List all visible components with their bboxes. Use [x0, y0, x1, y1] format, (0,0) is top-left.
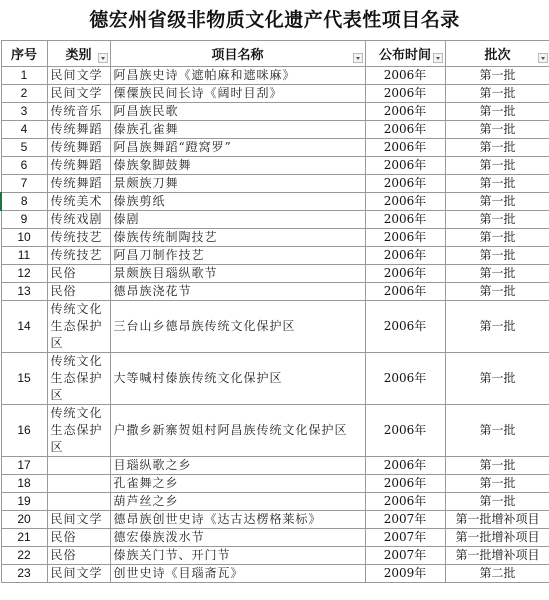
cell-date[interactable]: 2006年 — [365, 103, 445, 121]
cell-date[interactable]: 2006年 — [365, 457, 445, 475]
table-row — [1, 475, 549, 493]
cell-batch[interactable]: 第一批 — [445, 247, 549, 265]
cell-name[interactable]: 大等喊村傣族传统文化保护区 — [110, 353, 365, 405]
cell-no[interactable]: 13 — [1, 283, 47, 301]
cell-category[interactable]: 民俗 — [47, 547, 110, 565]
table-row — [1, 175, 549, 193]
table-row — [1, 301, 549, 353]
cell-name[interactable]: 傣族关门节、开门节 — [110, 547, 365, 565]
cell-name[interactable]: 户撒乡新寨贺姐村阿昌族传统文化保护区 — [110, 405, 365, 457]
cell-name[interactable]: 德宏傣族泼水节 — [110, 529, 365, 547]
cell-no[interactable]: 23 — [1, 565, 47, 583]
table-row — [1, 229, 549, 247]
cell-no[interactable]: 4 — [1, 121, 47, 139]
cell-name[interactable]: 傣剧 — [110, 211, 365, 229]
cell-batch[interactable]: 第一批 — [445, 493, 549, 511]
table-row — [1, 529, 549, 547]
table-row — [1, 283, 549, 301]
cell-name[interactable]: 阿昌族民歌 — [110, 103, 365, 121]
cell-category[interactable]: 传统舞蹈 — [47, 175, 110, 193]
cell-no[interactable]: 1 — [1, 67, 47, 85]
cell-date[interactable]: 2006年 — [365, 301, 445, 353]
cell-no[interactable]: 9 — [1, 211, 47, 229]
cell-category[interactable]: 传统文化生态保护区 — [47, 301, 110, 353]
cell-name[interactable]: 阿昌族舞蹈“蹬窝罗” — [110, 139, 365, 157]
cell-batch[interactable]: 第一批 — [445, 157, 549, 175]
table-row — [1, 457, 549, 475]
table-row — [1, 139, 549, 157]
cell-date[interactable]: 2006年 — [365, 247, 445, 265]
cell-no[interactable]: 5 — [1, 139, 47, 157]
cell-no[interactable]: 18 — [1, 475, 47, 493]
table-row — [1, 265, 549, 283]
table-row — [1, 565, 549, 583]
header-category: 类别 — [47, 41, 110, 67]
cell-no[interactable]: 12 — [1, 265, 47, 283]
cell-batch[interactable]: 第一批 — [445, 457, 549, 475]
cell-date[interactable]: 2006年 — [365, 121, 445, 139]
cell-no[interactable]: 21 — [1, 529, 47, 547]
table-row — [1, 103, 549, 121]
cell-name[interactable]: 景颇族目瑙纵歌节 — [110, 265, 365, 283]
cell-date[interactable]: 2006年 — [365, 265, 445, 283]
cell-name[interactable]: 傣族剪纸 — [110, 193, 365, 211]
cell-category[interactable] — [47, 493, 110, 511]
cell-category[interactable]: 民俗 — [47, 265, 110, 283]
cell-category[interactable]: 民间文学 — [47, 85, 110, 103]
cell-batch[interactable]: 第一批 — [445, 67, 549, 85]
cell-category[interactable]: 传统技艺 — [47, 229, 110, 247]
cell-date[interactable]: 2007年 — [365, 547, 445, 565]
cell-date[interactable]: 2006年 — [365, 211, 445, 229]
cell-no[interactable]: 8 — [1, 193, 47, 211]
cell-date[interactable]: 2006年 — [365, 493, 445, 511]
cell-batch[interactable]: 第一批 — [445, 283, 549, 301]
cell-date[interactable]: 2006年 — [365, 475, 445, 493]
cell-name[interactable]: 阿昌刀制作技艺 — [110, 247, 365, 265]
cell-no[interactable]: 19 — [1, 493, 47, 511]
cell-name[interactable]: 三台山乡德昂族传统文化保护区 — [110, 301, 365, 353]
cell-date[interactable]: 2007年 — [365, 511, 445, 529]
cell-batch[interactable]: 第一批增补项目 — [445, 547, 549, 565]
header-batch: 批次 — [445, 41, 549, 67]
cell-name[interactable]: 孔雀舞之乡 — [110, 475, 365, 493]
cell-batch[interactable]: 第一批 — [445, 301, 549, 353]
cell-batch[interactable]: 第一批增补项目 — [445, 511, 549, 529]
cell-date[interactable]: 2006年 — [365, 353, 445, 405]
cell-batch[interactable]: 第一批 — [445, 405, 549, 457]
sheet-title: 德宏州省级非物质文化遗产代表性项目名录 — [89, 9, 460, 31]
cell-category[interactable]: 民间文学 — [47, 511, 110, 529]
table-row — [1, 193, 549, 211]
table-row — [1, 157, 549, 175]
cell-date[interactable]: 2006年 — [365, 85, 445, 103]
cell-no[interactable]: 16 — [1, 405, 47, 457]
cell-batch[interactable]: 第一批 — [445, 193, 549, 211]
cell-category[interactable]: 民间文学 — [47, 67, 110, 85]
cell-name[interactable]: 傣族传统制陶技艺 — [110, 229, 365, 247]
header-name: 项目名称 — [110, 41, 365, 67]
cell-batch[interactable]: 第一批增补项目 — [445, 529, 549, 547]
cell-date[interactable]: 2006年 — [365, 193, 445, 211]
cell-category[interactable]: 传统舞蹈 — [47, 157, 110, 175]
cell-no[interactable]: 10 — [1, 229, 47, 247]
cell-date[interactable]: 2006年 — [365, 405, 445, 457]
filter-dropdown-icon[interactable] — [433, 53, 443, 63]
table-row — [1, 511, 549, 529]
cell-category[interactable]: 传统舞蹈 — [47, 139, 110, 157]
filter-dropdown-icon[interactable] — [353, 53, 363, 63]
cell-category[interactable]: 传统舞蹈 — [47, 121, 110, 139]
filter-dropdown-icon[interactable] — [538, 53, 548, 63]
cell-no[interactable]: 14 — [1, 301, 47, 353]
cell-name[interactable]: 傣族孔雀舞 — [110, 121, 365, 139]
cell-category[interactable]: 民俗 — [47, 529, 110, 547]
cell-category[interactable]: 传统文化生态保护区 — [47, 405, 110, 457]
cell-batch[interactable]: 第一批 — [445, 211, 549, 229]
cell-name[interactable]: 傣族象脚鼓舞 — [110, 157, 365, 175]
cell-name[interactable]: 景颇族刀舞 — [110, 175, 365, 193]
cell-category[interactable]: 传统文化生态保护区 — [47, 353, 110, 405]
cell-name[interactable]: 目瑙纵歌之乡 — [110, 457, 365, 475]
cell-no[interactable]: 2 — [1, 85, 47, 103]
cell-category[interactable]: 民间文学 — [47, 565, 110, 583]
table-row — [1, 211, 549, 229]
cell-no[interactable]: 20 — [1, 511, 47, 529]
cell-category[interactable]: 传统音乐 — [47, 103, 110, 121]
cell-date[interactable]: 2007年 — [365, 529, 445, 547]
cell-no[interactable]: 3 — [1, 103, 47, 121]
cell-name[interactable]: 傈僳族民间长诗《阔时目刮》 — [110, 85, 365, 103]
cell-batch[interactable]: 第一批 — [445, 353, 549, 405]
cell-batch[interactable]: 第一批 — [445, 139, 549, 157]
table-row — [1, 405, 549, 457]
cell-no[interactable]: 15 — [1, 353, 47, 405]
cell-name[interactable]: 葫芦丝之乡 — [110, 493, 365, 511]
cell-batch[interactable]: 第一批 — [445, 85, 549, 103]
cell-category[interactable]: 传统美术 — [47, 193, 110, 211]
cell-no[interactable]: 11 — [1, 247, 47, 265]
header-row — [1, 41, 549, 67]
table-row — [1, 547, 549, 565]
cell-name[interactable]: 德昂族创世史诗《达古达楞格莱标》 — [110, 511, 365, 529]
cell-batch[interactable]: 第一批 — [445, 103, 549, 121]
cell-date[interactable]: 2006年 — [365, 283, 445, 301]
cell-name[interactable]: 阿昌族史诗《遮帕麻和遮咪麻》 — [110, 67, 365, 85]
cell-date[interactable]: 2006年 — [365, 175, 445, 193]
cell-batch[interactable]: 第一批 — [445, 229, 549, 247]
table-row — [1, 67, 549, 85]
table-row — [1, 85, 549, 103]
cell-date[interactable]: 2006年 — [365, 67, 445, 85]
cell-batch[interactable]: 第一批 — [445, 265, 549, 283]
header-date: 公布时间 — [365, 41, 445, 67]
table-row — [1, 493, 549, 511]
filter-dropdown-icon[interactable] — [98, 53, 108, 63]
table-row — [1, 353, 549, 405]
cell-no[interactable]: 7 — [1, 175, 47, 193]
cell-no[interactable]: 17 — [1, 457, 47, 475]
cell-date[interactable]: 2009年 — [365, 565, 445, 583]
cell-category[interactable] — [47, 475, 110, 493]
cell-category[interactable]: 民俗 — [47, 283, 110, 301]
cell-date[interactable]: 2006年 — [365, 229, 445, 247]
cell-category[interactable] — [47, 457, 110, 475]
cell-date[interactable]: 2006年 — [365, 157, 445, 175]
cell-category[interactable]: 传统技艺 — [47, 247, 110, 265]
cell-batch[interactable]: 第一批 — [445, 475, 549, 493]
cell-no[interactable]: 6 — [1, 157, 47, 175]
cell-batch[interactable]: 第一批 — [445, 121, 549, 139]
cell-category[interactable]: 传统戏剧 — [47, 211, 110, 229]
table-row — [1, 121, 549, 139]
header-no: 序号 — [1, 41, 47, 67]
cell-batch[interactable]: 第二批 — [445, 565, 549, 583]
cell-name[interactable]: 创世史诗《目瑙斋瓦》 — [110, 565, 365, 583]
table-row — [1, 247, 549, 265]
cell-no[interactable]: 22 — [1, 547, 47, 565]
cell-batch[interactable]: 第一批 — [445, 175, 549, 193]
cell-date[interactable]: 2006年 — [365, 139, 445, 157]
heritage-table — [0, 40, 549, 583]
cell-name[interactable]: 德昂族浇花节 — [110, 283, 365, 301]
